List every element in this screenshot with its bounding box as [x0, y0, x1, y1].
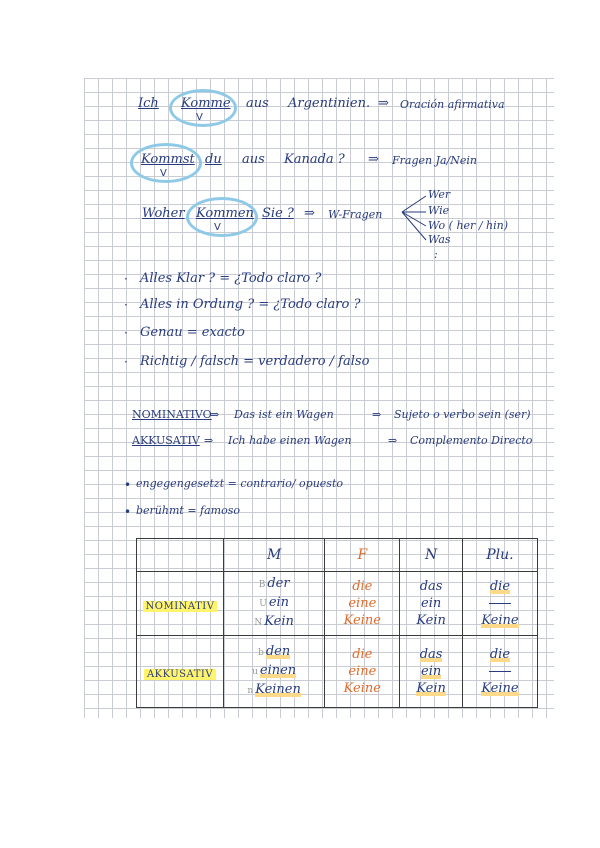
- cell-n: [400, 636, 463, 708]
- table-row: [137, 572, 538, 636]
- branch-wo: Wo ( her / hin): [428, 219, 508, 232]
- cell-plu: [462, 636, 537, 708]
- arrow: ⇒: [210, 408, 220, 421]
- case-label-cell: [137, 572, 224, 636]
- branch-arrows: [400, 190, 430, 250]
- mark: B: [258, 580, 266, 590]
- vocab-item: engegengesetzt = contrario/ opuesto: [136, 477, 343, 490]
- mark: N: [254, 618, 263, 628]
- bullet: ·: [124, 326, 128, 340]
- label-akkusativ: AKKUSATIV: [132, 434, 200, 447]
- word-ich: Ich: [138, 96, 159, 111]
- article: Kein: [416, 613, 446, 628]
- arrow: ⇒: [368, 152, 379, 167]
- label-oracion-afirmativa: Oración afirmativa: [400, 98, 505, 111]
- role-nominativo: Sujeto o verbo sein (ser): [394, 408, 531, 421]
- cell-f: [325, 636, 400, 708]
- arrow: ⇒: [388, 434, 398, 447]
- mark: n: [247, 686, 254, 696]
- header-plu: Plu.: [462, 539, 537, 572]
- phrase-item: Richtig / falsch = verdadero / falso: [140, 354, 370, 369]
- table-header-row: [137, 539, 538, 572]
- article: Keine: [343, 613, 381, 628]
- header-empty: [137, 539, 224, 572]
- phrase-item: Alles in Ordung ? = ¿Todo claro ?: [140, 297, 361, 312]
- article: eine: [348, 664, 377, 679]
- role-akkusativ: Complemento Directo: [410, 434, 533, 447]
- bullet: ·: [124, 355, 128, 369]
- label-w-fragen: W-Fragen: [328, 208, 383, 221]
- phrase-item: Genau = exacto: [140, 325, 245, 340]
- article: eine: [348, 596, 377, 611]
- word-du: du: [205, 152, 222, 167]
- dash: [489, 671, 511, 672]
- article: die: [489, 579, 511, 594]
- article: einen: [259, 663, 297, 678]
- branch-was: Was: [428, 233, 451, 246]
- word-kommst: Kommst: [141, 152, 195, 167]
- vocab-item: berühmt = famoso: [136, 504, 240, 517]
- article: der: [267, 576, 290, 591]
- cell-m: [224, 572, 325, 636]
- article: ein: [421, 596, 442, 611]
- branch-wer: Wer: [428, 188, 451, 201]
- header-f: F: [325, 539, 400, 572]
- verb-marker: V: [214, 222, 221, 233]
- word-argentinien: Argentinien.: [288, 96, 371, 111]
- article: Keinen: [255, 682, 301, 697]
- bullet: •: [124, 505, 132, 519]
- article: das: [419, 579, 443, 594]
- mark: U: [259, 599, 267, 609]
- case-nominativ: NOMINATIV: [143, 601, 218, 612]
- bullet: •: [124, 478, 132, 492]
- article: die: [352, 647, 373, 662]
- article: die: [352, 579, 373, 594]
- case-label-cell: [137, 636, 224, 708]
- mark: u: [252, 667, 258, 677]
- table-row: [137, 636, 538, 708]
- article: Keine: [343, 681, 381, 696]
- cell-plu: [462, 572, 537, 636]
- arrow: ⇒: [378, 96, 389, 111]
- article: Kein: [264, 614, 294, 629]
- word-aus: aus: [242, 152, 265, 167]
- article: Keine: [481, 681, 519, 696]
- article: die: [489, 647, 511, 662]
- article: den: [265, 644, 291, 659]
- phrase-item: Alles Klar ? = ¿Todo claro ?: [140, 271, 322, 286]
- bullet: ·: [124, 298, 128, 312]
- mark: b: [258, 648, 264, 658]
- declension-table: [136, 538, 538, 708]
- article: ein: [268, 595, 290, 610]
- cell-m: [224, 636, 325, 708]
- sentence-akkusativ: Ich habe einen Wagen: [228, 434, 352, 447]
- arrow: ⇒: [372, 408, 382, 421]
- header-n: N: [400, 539, 463, 572]
- bullet: ·: [124, 272, 128, 286]
- word-kanada: Kanada ?: [284, 152, 345, 167]
- word-woher: Woher: [142, 206, 185, 221]
- article: ein: [421, 664, 442, 679]
- article: Kein: [416, 681, 446, 696]
- verb-marker: V: [160, 168, 167, 179]
- word-aus: aus: [246, 96, 269, 111]
- arrow: ⇒: [304, 206, 315, 221]
- branch-more: :: [434, 248, 438, 261]
- word-sie: Sie ?: [262, 206, 294, 221]
- arrow: ⇒: [204, 434, 214, 447]
- article: das: [419, 647, 443, 662]
- label-nominativo: NOMINATIVO: [132, 408, 212, 421]
- cell-f: [325, 572, 400, 636]
- header-m: M: [224, 539, 325, 572]
- word-kommen: Kommen: [196, 206, 254, 221]
- label-fragen-ja-nein: Fragen Ja/Nein: [392, 154, 477, 167]
- verb-marker: V: [196, 112, 203, 123]
- sentence-nominativo: Das ist ein Wagen: [234, 408, 334, 421]
- dash: [489, 603, 511, 604]
- cell-n: [400, 572, 463, 636]
- branch-wie: Wie: [428, 204, 450, 217]
- word-komme: Komme: [181, 96, 231, 111]
- case-akkusativ: AKKUSATIV: [144, 669, 216, 680]
- article: Keine: [481, 613, 519, 628]
